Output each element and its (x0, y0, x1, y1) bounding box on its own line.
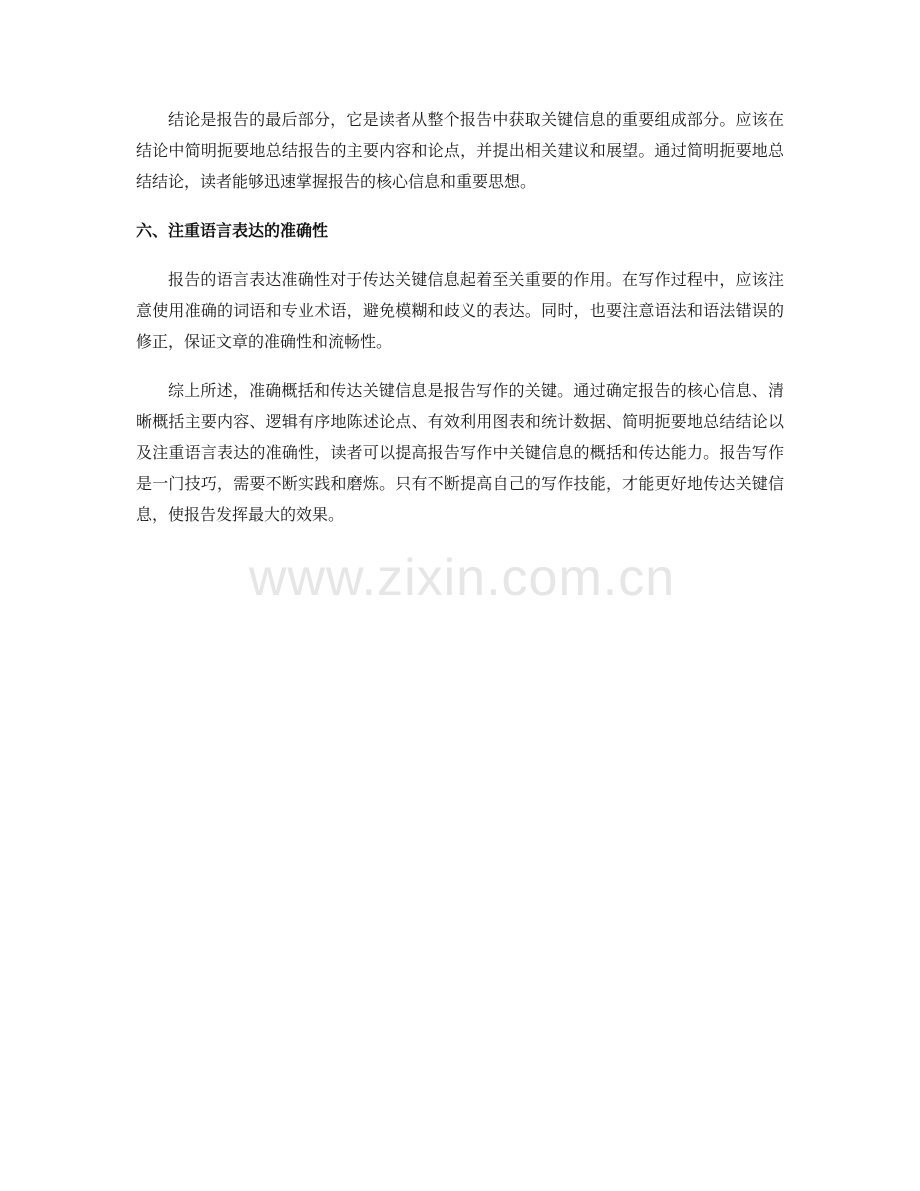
watermark: www.zixin.com.cn (248, 549, 676, 607)
section-heading: 六、注重语言表达的准确性 (136, 221, 329, 240)
document-body (136, 104, 784, 530)
conclusion-paragraph: 结论是报告的最后部分，它是读者从整个报告中获取关键信息的重要组成部分。应该在结论中简明扼要地总结报告的主要内容和论点，并提出相关建议和展望。通过简明扼要地总结结论，读者能够迅速掌握报告的核心信息和重要思想。 (136, 110, 784, 191)
language-accuracy-paragraph: 报告的语言表达准确性对于传达关键信息起着至关重要的作用。在写作过程中，应该注意使用准确的词语和专业术语，避免模糊和歧义的表达。同时，也要注意语法和语法错误的修正，保证文章的准确性和流畅性。 (136, 270, 784, 351)
paragraph-spacer (136, 357, 784, 375)
summary-paragraph: 综上所述，准确概括和传达关键信息是报告写作的关键。通过确定报告的核心信息、清晰概括主要内容、逻辑有序地陈述论点、有效利用图表和统计数据、简明扼要地总结结论以及注重语言表达的准确性，读者可以提高报告写作中关键信息的概括和传达能力。报告写作是一门技巧，需要不断实践和磨炼。只有不断提高自己的写作技能，才能更好地传达关键信息，使报告发挥最大的效果。 (136, 381, 784, 524)
